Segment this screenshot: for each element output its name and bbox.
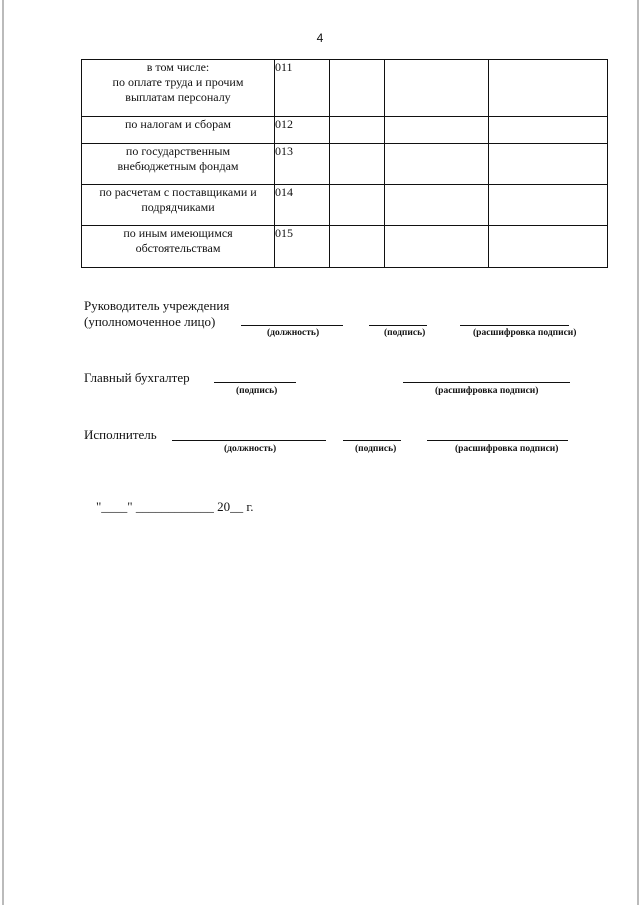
head-position-caption: (должность) (267, 328, 320, 338)
date-line[interactable]: "____" ____________ 20__ г. (96, 499, 254, 514)
table-row (82, 185, 608, 226)
report-table (81, 59, 608, 268)
row-description-line: обстоятельствам (135, 241, 221, 255)
executor-title: Исполнитель (84, 427, 157, 442)
row-description-line: в том числе: (146, 60, 210, 74)
scan-edge-left (2, 0, 4, 905)
row-code: 015 (275, 226, 330, 268)
head-signature-line[interactable] (369, 325, 427, 326)
table-row (82, 144, 608, 185)
table-cell-empty (330, 226, 385, 268)
row-description (82, 117, 275, 144)
row-description-line: по расчетам с поставщиками и (99, 185, 257, 199)
row-description (82, 144, 275, 185)
row-code: 011 (275, 60, 330, 117)
table-row (82, 226, 608, 268)
table-cell-empty (489, 185, 608, 226)
table-row (82, 117, 608, 144)
executor-position-caption: (должность) (224, 444, 277, 454)
head-decoding-caption: (расшифровка подписи) (473, 328, 577, 338)
row-description-line: внебюджетным фондам (117, 159, 239, 173)
chief-signature-line[interactable] (214, 382, 296, 383)
table-cell-empty (330, 117, 385, 144)
row-description-line: выплатам персоналу (125, 90, 231, 104)
row-description (82, 185, 275, 226)
row-description (82, 226, 275, 268)
executor-decoding-caption: (расшифровка подписи) (455, 444, 559, 454)
row-code: 014 (275, 185, 330, 226)
table-cell-empty (489, 60, 608, 117)
chief-decoding-line[interactable] (403, 382, 570, 383)
head-signature-title (84, 298, 229, 330)
row-code: 013 (275, 144, 330, 185)
table-cell-empty (385, 226, 489, 268)
row-description-line: подрядчиками (141, 200, 215, 214)
chief-signature-caption: (подпись) (236, 386, 278, 396)
scan-edge-right (637, 0, 639, 905)
table-cell-empty (330, 144, 385, 185)
row-description (82, 60, 275, 117)
table-cell-empty (489, 117, 608, 144)
row-description-line: по иным имеющимся (123, 226, 233, 240)
executor-signature-line[interactable] (343, 440, 401, 441)
executor-decoding-line[interactable] (427, 440, 568, 441)
table-cell-empty (385, 185, 489, 226)
chief-decoding-caption: (расшифровка подписи) (435, 386, 539, 396)
table-cell-empty (385, 144, 489, 185)
table-cell-empty (489, 144, 608, 185)
table-cell-empty (489, 226, 608, 268)
table-cell-empty (385, 60, 489, 117)
table-cell-empty (385, 117, 489, 144)
head-title-line1: Руководитель учреждения (84, 298, 230, 313)
row-description-line: по налогам и сборам (124, 117, 232, 131)
chief-accountant-title: Главный бухгалтер (84, 370, 190, 385)
page-number: 4 (316, 31, 324, 45)
row-description-line: по государственным (125, 144, 231, 158)
head-decoding-line[interactable] (460, 325, 569, 326)
executor-signature-caption: (подпись) (355, 444, 397, 454)
head-title-line2: (уполномоченное лицо) (84, 314, 216, 329)
table-row (82, 60, 608, 117)
row-description-line: по оплате труда и прочим (112, 75, 244, 89)
table-cell-empty (330, 60, 385, 117)
head-position-line[interactable] (241, 325, 343, 326)
table-cell-empty (330, 185, 385, 226)
head-signature-caption: (подпись) (384, 328, 426, 338)
executor-position-line[interactable] (172, 440, 326, 441)
row-code: 012 (275, 117, 330, 144)
